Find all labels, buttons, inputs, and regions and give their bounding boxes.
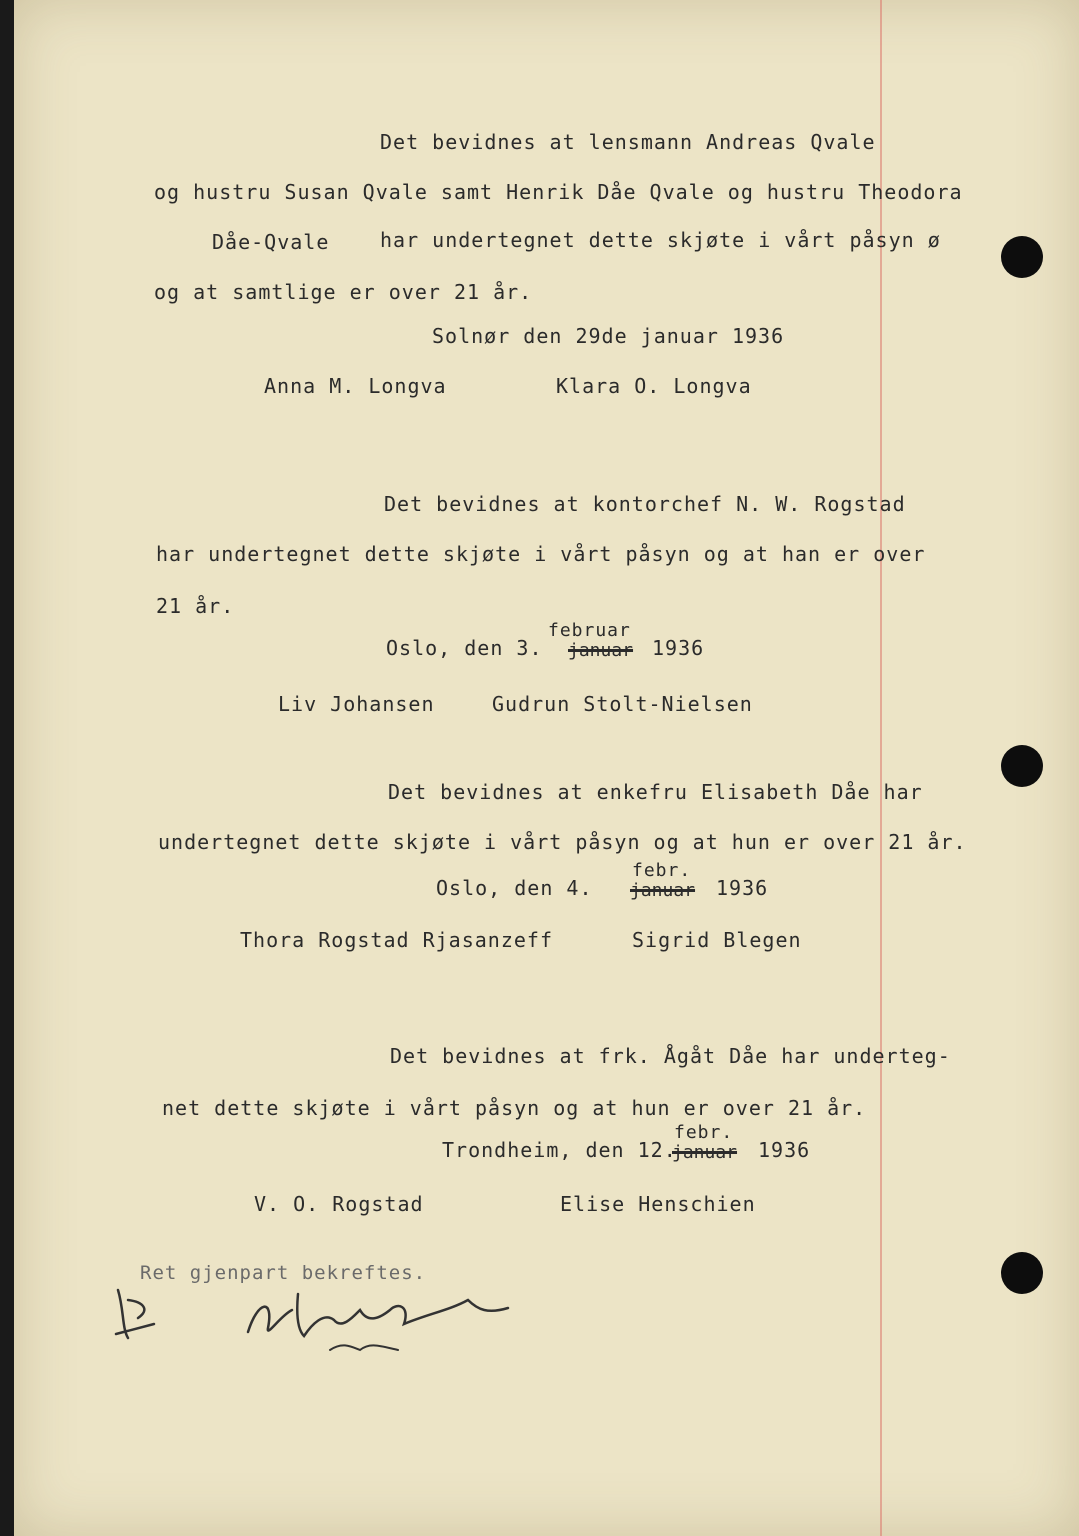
block3-line1: Det bevidnes at enkefru Elisabeth Dåe har [388,780,923,804]
block4-witness1: V. O. Rogstad [254,1192,424,1216]
block3-date-prefix: Oslo, den 4. [436,876,593,900]
block3-witness2: Sigrid Blegen [632,928,802,952]
handwritten-signature [98,1280,538,1360]
block4-date-struck: januar [672,1142,738,1163]
block1-line4: og at samtlige er over 21 år. [154,280,533,304]
block2-line1: Det bevidnes at kontorchef N. W. Rogstad [384,492,906,516]
punch-hole [1001,236,1043,278]
block1-line3b: har undertegnet dette skjøte i vårt påsyn ø [380,228,941,252]
document-page [14,0,1079,1536]
block2-date-year: 1936 [652,636,705,660]
block2-date-correction: februar [548,620,631,641]
block2-line2: har undertegnet dette skjøte i vårt påsyn og at han er over [156,542,926,566]
block2-date-struck: januar [568,640,634,661]
block4-witness2: Elise Henschien [560,1192,756,1216]
block2-witness2: Gudrun Stolt-Nielsen [492,692,753,716]
punch-hole [1001,1252,1043,1294]
block4-line2: net dette skjøte i vårt påsyn og at hun er over 21 år. [162,1096,867,1120]
block1-line2: og hustru Susan Qvale samt Henrik Dåe Qvale og hustru Theodora [154,180,963,204]
block3-date-year: 1936 [716,876,769,900]
punch-hole [1001,745,1043,787]
block1-witness1: Anna M. Longva [264,374,447,398]
block2-date-prefix: Oslo, den 3. [386,636,543,660]
block4-date-correction: febr. [674,1122,734,1143]
block1-line3a: Dåe-Qvale [212,230,330,254]
block2-witness1: Liv Johansen [278,692,435,716]
certification-text: Ret gjenpart bekreftes. [140,1262,427,1284]
block3-date-struck: januar [630,880,696,901]
block3-date-correction: febr. [632,860,692,881]
block1-line1: Det bevidnes at lensmann Andreas Qvale [380,130,876,154]
block1-witness2: Klara O. Longva [556,374,752,398]
block1-place-date: Solnør den 29de januar 1936 [432,324,785,348]
block4-date-prefix: Trondheim, den 12. [442,1138,677,1162]
block3-witness1: Thora Rogstad Rjasanzeff [240,928,553,952]
block4-line1: Det bevidnes at frk. Ågåt Dåe har underteg- [390,1044,951,1068]
block3-line2: undertegnet dette skjøte i vårt påsyn og at hun er over 21 år. [158,830,967,854]
block4-date-year: 1936 [758,1138,811,1162]
block2-line3: 21 år. [156,594,235,618]
